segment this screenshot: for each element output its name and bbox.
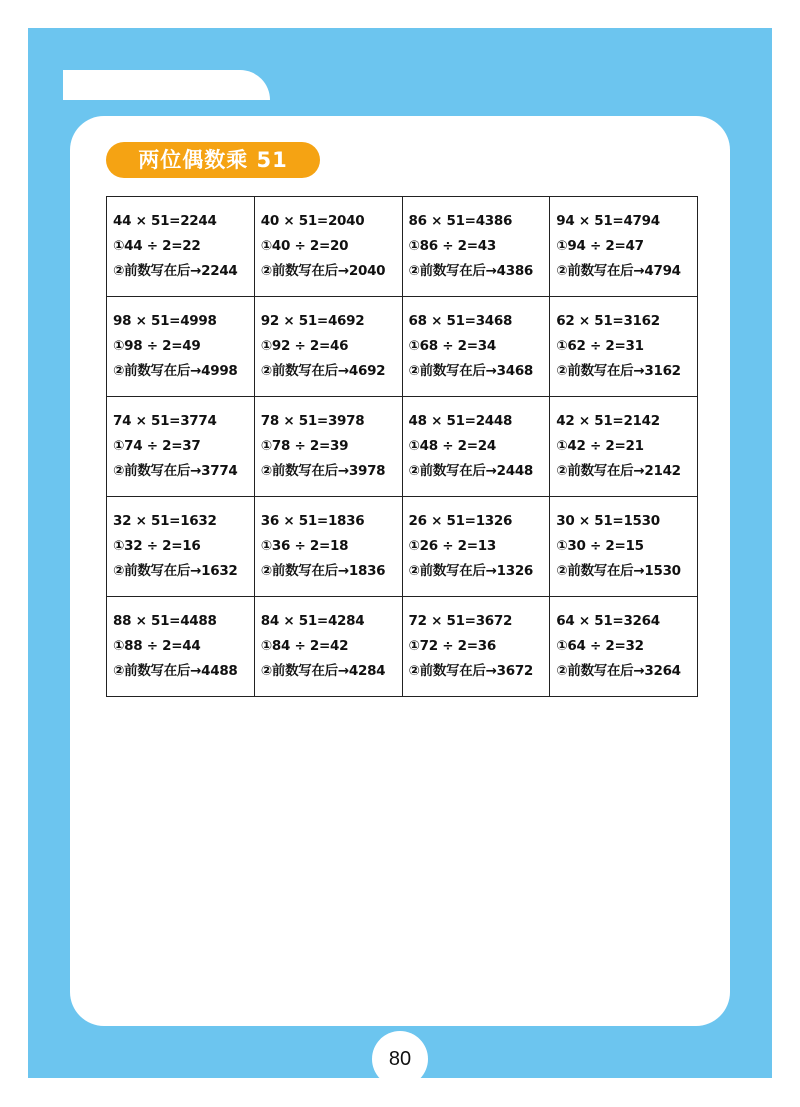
step-two: ②前数写在后→3978 <box>260 463 386 479</box>
table-cell <box>107 497 255 597</box>
step-one: ①72 ÷ 2=36 <box>408 638 496 654</box>
equation: 32 × 51=1632 <box>113 513 217 529</box>
table-cell <box>550 597 698 697</box>
equation: 26 × 51=1326 <box>408 513 513 529</box>
step-two: ②前数写在后→1326 <box>408 563 534 579</box>
table-cell <box>254 197 402 297</box>
table-row <box>107 397 698 497</box>
equation: 92 × 51=4692 <box>260 313 365 329</box>
table-cell <box>550 497 698 597</box>
table-cell <box>107 297 255 397</box>
step-one: ①62 ÷ 2=31 <box>556 338 644 354</box>
step-two: ②前数写在后→3774 <box>113 463 238 479</box>
step-one: ①26 ÷ 2=13 <box>408 538 496 554</box>
step-two: ②前数写在后→4488 <box>113 663 238 679</box>
step-two: ②前数写在后→4386 <box>408 263 534 279</box>
table-cell <box>402 197 550 297</box>
table-cell <box>550 297 698 397</box>
table-row <box>107 597 698 697</box>
step-two: ②前数写在后→4794 <box>556 263 681 279</box>
step-one: ①88 ÷ 2=44 <box>113 638 201 654</box>
equation: 86 × 51=4386 <box>408 213 513 229</box>
equation: 78 × 51=3978 <box>260 413 365 429</box>
equation: 94 × 51=4794 <box>556 213 660 229</box>
step-one: ①30 ÷ 2=15 <box>556 538 644 554</box>
table-cell <box>550 397 698 497</box>
header-tab <box>63 70 270 100</box>
equation: 42 × 51=2142 <box>556 413 660 429</box>
equation: 36 × 51=1836 <box>260 513 365 529</box>
step-two: ②前数写在后→2244 <box>113 263 238 279</box>
step-one: ①32 ÷ 2=16 <box>113 538 201 554</box>
page-number: 80 <box>372 1031 428 1087</box>
equation: 84 × 51=4284 <box>260 613 365 629</box>
table-cell <box>402 497 550 597</box>
equation: 62 × 51=3162 <box>556 313 660 329</box>
step-one: ①68 ÷ 2=34 <box>408 338 496 354</box>
table-cell <box>107 397 255 497</box>
step-one: ①94 ÷ 2=47 <box>556 238 644 254</box>
step-two: ②前数写在后→3468 <box>408 363 534 379</box>
equation: 30 × 51=1530 <box>556 513 660 529</box>
step-one: ①78 ÷ 2=39 <box>260 438 349 454</box>
equation: 64 × 51=3264 <box>556 613 660 629</box>
table-cell <box>254 297 402 397</box>
step-one: ①44 ÷ 2=22 <box>113 238 201 254</box>
step-two: ②前数写在后→2040 <box>260 263 386 279</box>
equation: 74 × 51=3774 <box>113 413 217 429</box>
step-one: ①86 ÷ 2=43 <box>408 238 496 254</box>
equation: 72 × 51=3672 <box>408 613 513 629</box>
step-two: ②前数写在后→2142 <box>556 463 681 479</box>
table-row <box>107 497 698 597</box>
table-row <box>107 197 698 297</box>
equation: 48 × 51=2448 <box>408 413 513 429</box>
table-cell <box>107 597 255 697</box>
step-one: ①74 ÷ 2=37 <box>113 438 201 454</box>
step-two: ②前数写在后→3264 <box>556 663 681 679</box>
table-cell <box>550 197 698 297</box>
step-two: ②前数写在后→2448 <box>408 463 534 479</box>
step-two: ②前数写在后→3672 <box>408 663 534 679</box>
table-cell <box>402 397 550 497</box>
step-one: ①36 ÷ 2=18 <box>260 538 349 554</box>
equation: 88 × 51=4488 <box>113 613 217 629</box>
table-row <box>107 297 698 397</box>
step-two: ②前数写在后→1836 <box>260 563 386 579</box>
step-two: ②前数写在后→4998 <box>113 363 238 379</box>
section-title: 两位偶数乘 51 <box>106 142 320 178</box>
table-cell <box>254 397 402 497</box>
step-one: ①98 ÷ 2=49 <box>113 338 201 354</box>
table-cell <box>107 197 255 297</box>
step-two: ②前数写在后→1632 <box>113 563 238 579</box>
equation: 98 × 51=4998 <box>113 313 217 329</box>
equation: 40 × 51=2040 <box>260 213 365 229</box>
table-cell <box>402 297 550 397</box>
step-one: ①64 ÷ 2=32 <box>556 638 644 654</box>
table-cell <box>402 597 550 697</box>
step-one: ①84 ÷ 2=42 <box>260 638 349 654</box>
step-two: ②前数写在后→4284 <box>260 663 386 679</box>
step-two: ②前数写在后→1530 <box>556 563 681 579</box>
step-one: ①92 ÷ 2=46 <box>260 338 349 354</box>
step-one: ①48 ÷ 2=24 <box>408 438 496 454</box>
step-two: ②前数写在后→3162 <box>556 363 681 379</box>
equation: 68 × 51=3468 <box>408 313 513 329</box>
equation: 44 × 51=2244 <box>113 213 217 229</box>
step-one: ①40 ÷ 2=20 <box>260 238 349 254</box>
table-cell <box>254 597 402 697</box>
worked-examples-table <box>106 196 698 697</box>
step-two: ②前数写在后→4692 <box>260 363 386 379</box>
step-one: ①42 ÷ 2=21 <box>556 438 644 454</box>
table-cell <box>254 497 402 597</box>
